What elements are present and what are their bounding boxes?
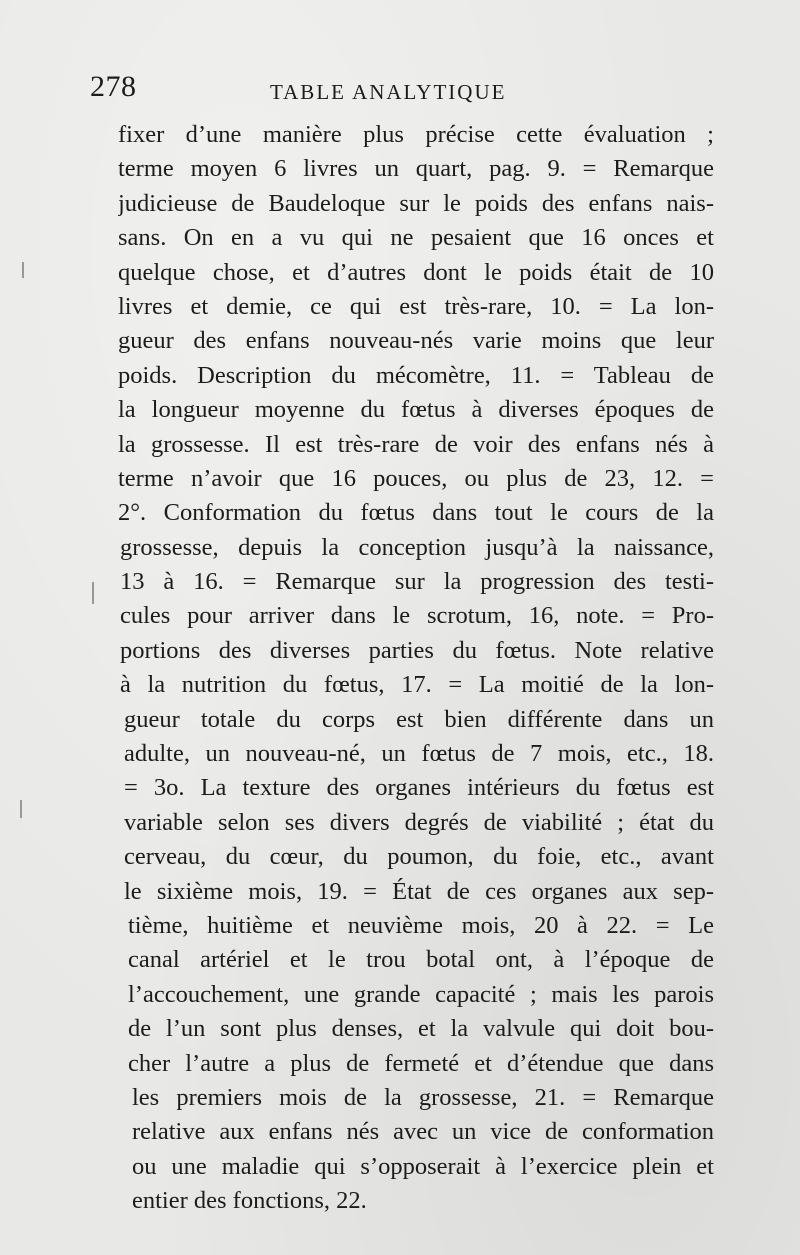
index-entry-text [118,118,714,1219]
page-number: 278 [90,70,137,103]
margin-scratch-mark [92,582,94,604]
text-line: cher l’autre a plus de fermeté et d’étendue que dans [128,1049,714,1077]
text-line: cerveau, du cœur, du poumon, du foie, etc., avant [124,843,714,871]
text-line: les premiers mois de la grossesse, 21. = Remarque [132,1083,714,1111]
text-line: variable selon ses divers degrés de viabilité ; état du [124,808,714,836]
text-line: gueur totale du corps est bien différente dans un [124,705,714,733]
text-line: 2°. Conformation du fœtus dans tout le cours de la [118,499,714,527]
margin-scratch-mark [22,262,24,278]
text-line: de l’un sont plus denses, et la valvule qui doit bou- [128,1015,714,1043]
text-line: terme n’avoir que 16 pouces, ou plus de 23, 12. = [118,464,714,492]
text-line: terme moyen 6 livres un quart, pag. 9. = Remarque [118,155,714,183]
text-line: entier des fonctions, 22. [132,1187,367,1215]
page-header [90,70,710,110]
text-line: judicieuse de Baudeloque sur le poids des enfans nais- [118,189,714,217]
text-line: poids. Description du mécomètre, 11. = Tableau de [118,361,714,389]
text-line: fixer d’une manière plus précise cette évaluation ; [118,121,714,148]
text-line: sans. On en a vu qui ne pesaient que 16 onces et [118,224,714,252]
text-line: 13 à 16. = Remarque sur la progression des testi- [120,568,714,596]
text-line: gueur des enfans nouveau-nés varie moins que leur [118,327,714,355]
text-line: livres et demie, ce qui est très-rare, 10. = La lon- [118,292,714,320]
text-line: adulte, un nouveau-né, un fœtus de 7 mois, etc., 18. [124,740,714,768]
margin-scratch-mark [20,800,22,818]
text-line: quelque chose, et d’autres dont le poids était de 10 [118,258,714,286]
text-line: grossesse, depuis la conception jusqu’à la naissance, [120,533,714,561]
text-line: la grossesse. Il est très-rare de voir des enfans nés à [118,430,714,458]
text-line: ou une maladie qui s’opposerait à l’exercice plein et [132,1152,714,1180]
text-line: canal artériel et le trou botal ont, à l’époque de [128,946,714,974]
text-line: la longueur moyenne du fœtus à diverses époques de [118,396,714,424]
text-line: relative aux enfans nés avec un vice de conformation [132,1118,714,1146]
text-line: à la nutrition du fœtus, 17. = La moitié de la lon- [120,671,714,699]
text-line: tième, huitième et neuvième mois, 20 à 22. = Le [128,911,714,939]
text-line: portions des diverses parties du fœtus. Note relative [120,636,714,664]
running-head: TABLE ANALYTIQUE [270,80,507,104]
text-line: = 3o. La texture des organes intérieurs du fœtus est [124,774,714,802]
text-line: cules pour arriver dans le scrotum, 16, note. = Pro- [120,602,714,630]
text-line: l’accouchement, une grande capacité ; mais les parois [128,980,714,1008]
text-line: le sixième mois, 19. = État de ces organes aux sep- [124,877,714,905]
